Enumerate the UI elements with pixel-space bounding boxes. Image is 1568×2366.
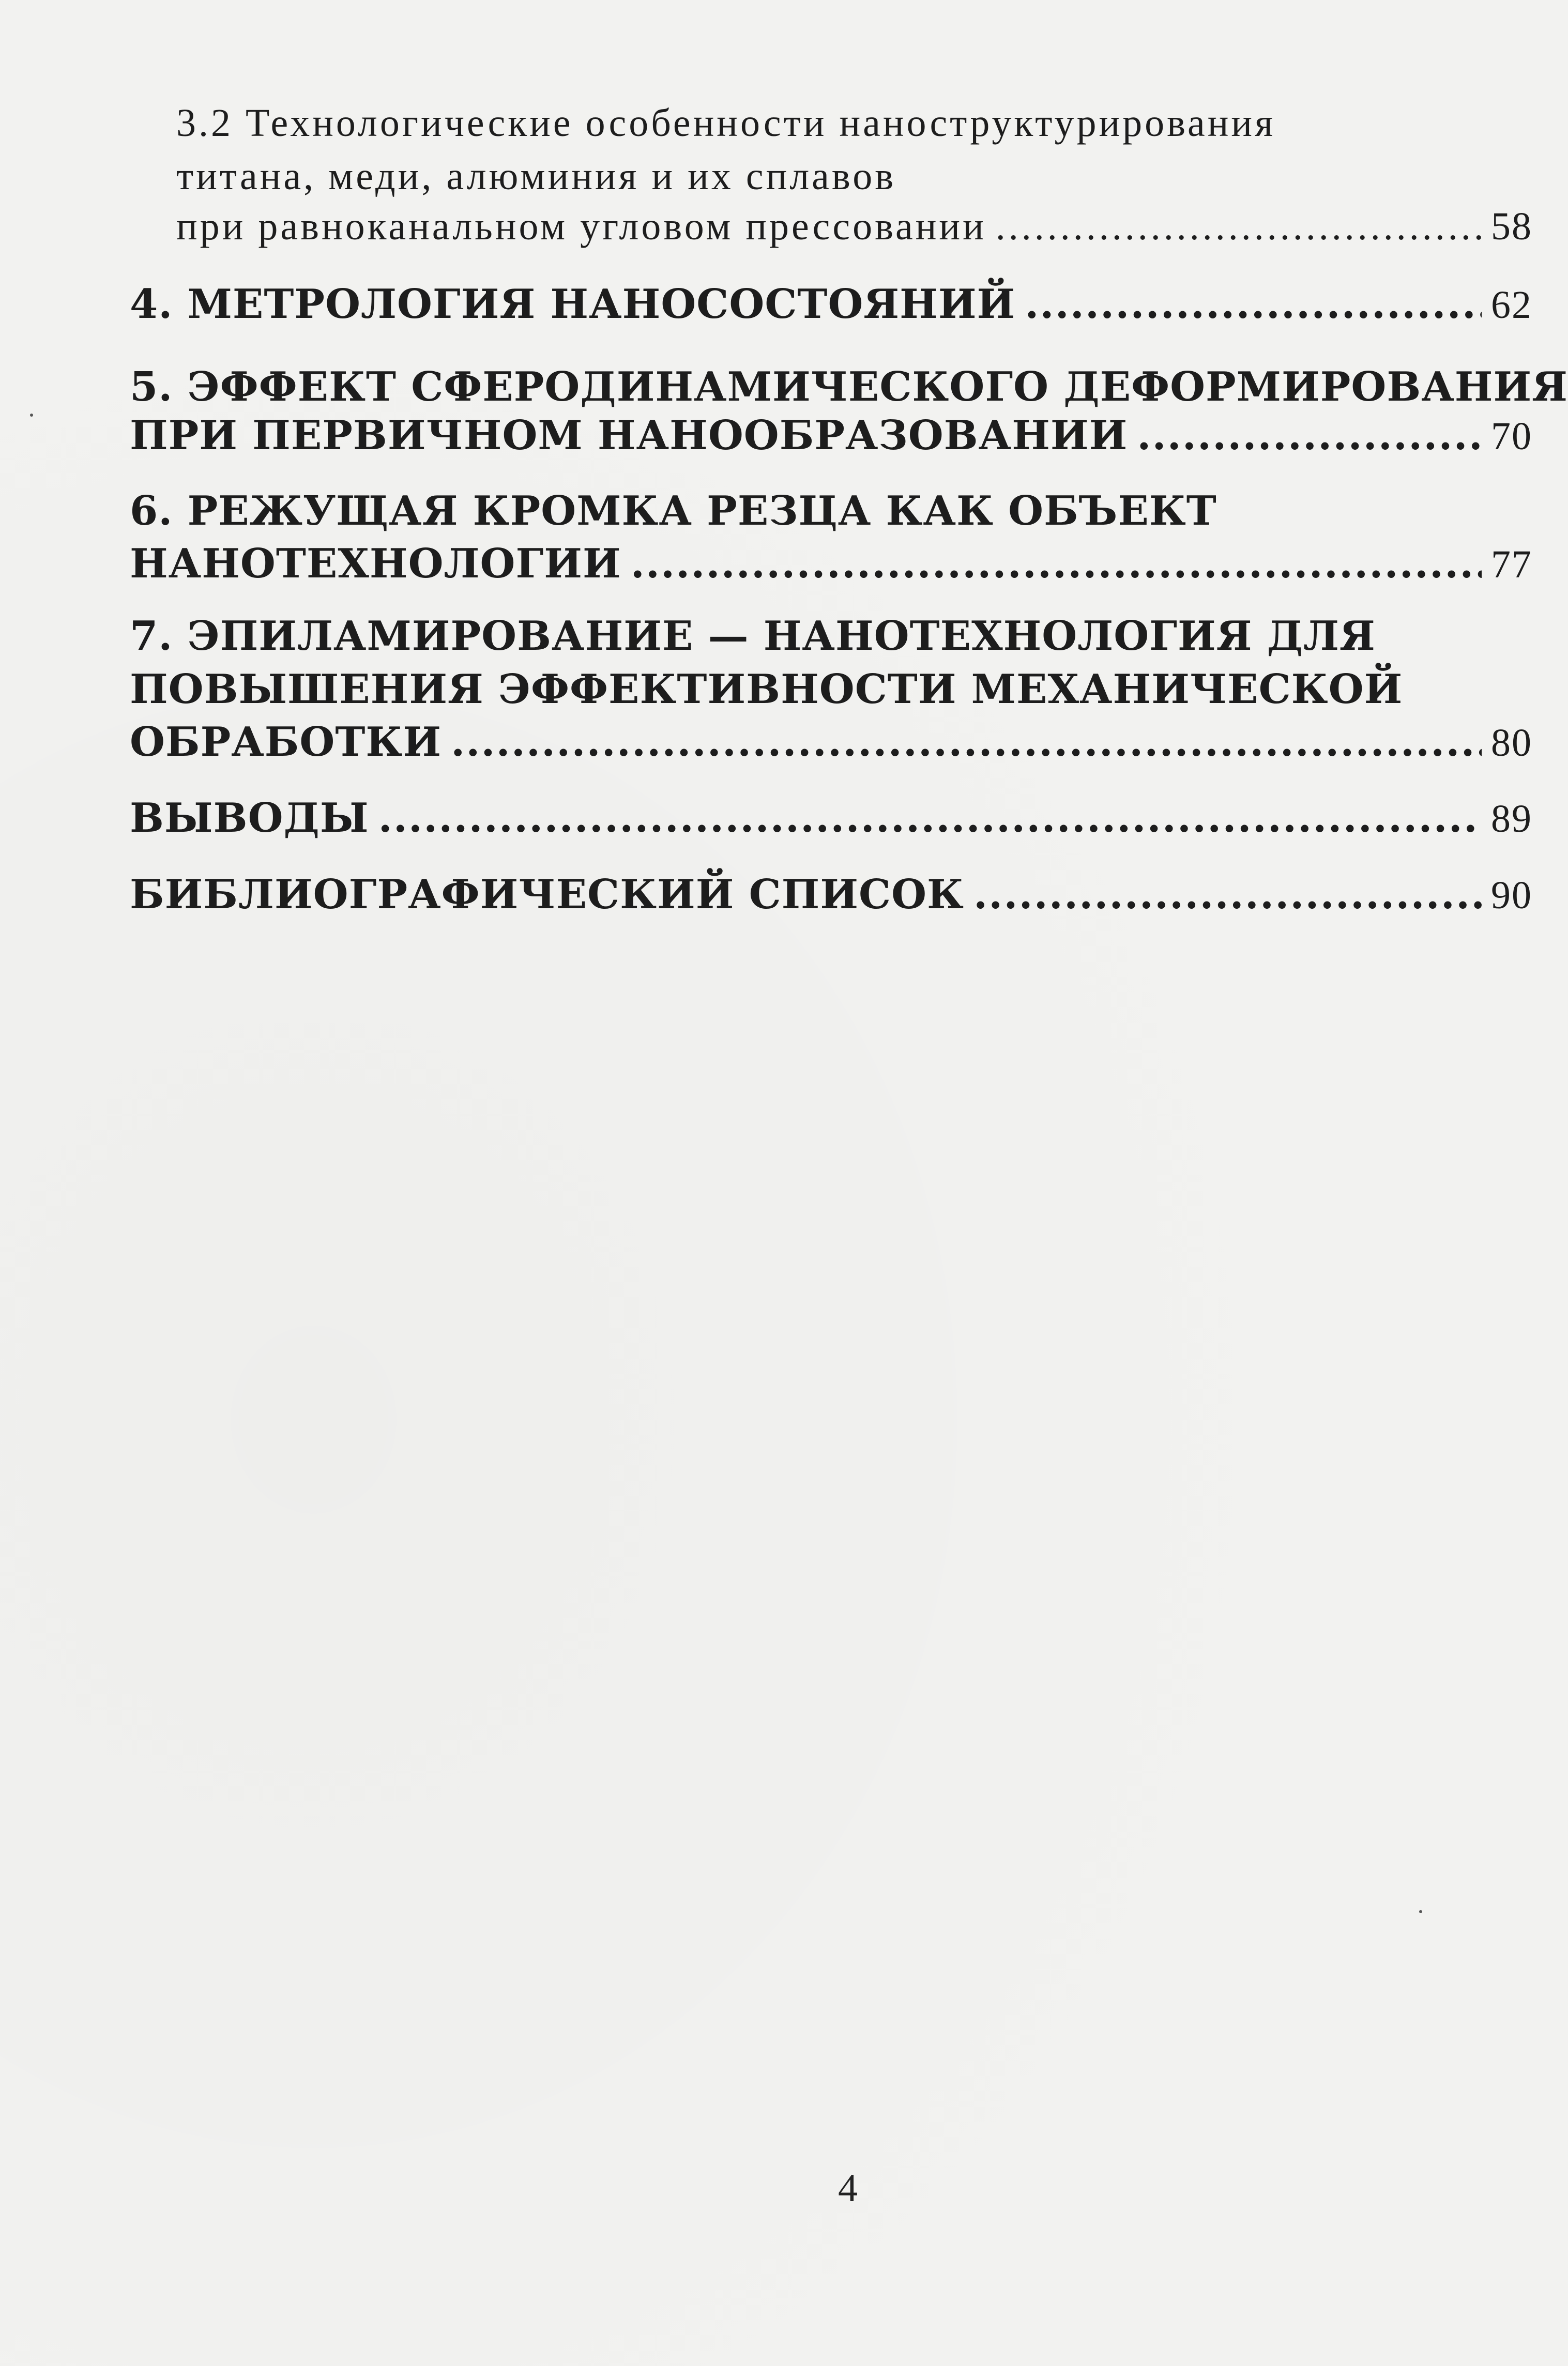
toc-entry-3-2-line-1 — [176, 101, 1275, 146]
dot-leader — [1025, 281, 1482, 328]
dot-leader — [378, 795, 1482, 842]
toc-page-number: 90 — [1491, 874, 1532, 917]
toc-page-number: 80 — [1491, 721, 1532, 765]
paper-speck — [30, 414, 33, 417]
toc-entry-text: ОБРАБОТКИ — [130, 719, 442, 766]
toc-entry-text: при равноканальном угловом прессовании — [176, 205, 986, 248]
toc-page-number: 89 — [1491, 797, 1532, 841]
toc-page-number: 58 — [1491, 205, 1532, 248]
toc-entry-3-2-line-3 — [176, 204, 1532, 249]
toc-entry-bibliography — [130, 871, 1532, 918]
toc-entry-6-line-2 — [130, 540, 1532, 587]
toc-entry-text: титана, меди, алюминия и их сплавов — [176, 155, 896, 198]
paper-speck — [1419, 1910, 1422, 1913]
toc-entry-text: 7. ЭПИЛАМИРОВАНИЕ — НАНОТЕХНОЛОГИЯ ДЛЯ — [130, 613, 1376, 660]
toc-entry-text: 6. РЕЖУЩАЯ КРОМКА РЕЗЦА КАК ОБЪЕКТ — [130, 487, 1217, 535]
toc-entry-3-2-line-2 — [176, 154, 896, 199]
toc-page-number: 70 — [1491, 415, 1532, 458]
toc-entry-text: НАНОТЕХНОЛОГИИ — [130, 540, 621, 587]
toc-entry-text: ВЫВОДЫ — [130, 795, 369, 842]
toc-page-number: 77 — [1491, 543, 1532, 586]
toc-page-number: 62 — [1491, 283, 1532, 327]
toc-entry-text: ПОВЫШЕНИЯ ЭФФЕКТИВНОСТИ МЕХАНИЧЕСКОЙ — [130, 666, 1403, 713]
dot-leader — [996, 204, 1482, 249]
dot-leader — [631, 540, 1482, 587]
dot-leader — [1137, 412, 1482, 459]
toc-entry-text: 5. ЭФФЕКТ СФЕРОДИНАМИЧЕСКОГО ДЕФОРМИРОВАНИЯ — [130, 363, 1568, 410]
dot-leader — [451, 719, 1482, 766]
toc-entry-text: 4. МЕТРОЛОГИЯ НАНОСОСТОЯНИЙ — [130, 281, 1016, 328]
toc-entry-5-line-2 — [130, 412, 1532, 459]
toc-entry-conclusions — [130, 795, 1532, 842]
toc-entry-6-line-1 — [130, 487, 1217, 535]
page-number: 4 — [838, 2166, 858, 2210]
toc-entry-7-line-3 — [130, 719, 1532, 766]
toc-entry-text: 3.2 Технологические особенности наноструктурирования — [176, 101, 1276, 145]
toc-entry-text: ПРИ ПЕРВИЧНОМ НАНООБРАЗОВАНИИ — [130, 412, 1128, 459]
toc-entry-7-line-1 — [130, 613, 1376, 660]
toc-entry-text: БИБЛИОГРАФИЧЕСКИЙ СПИСОК — [130, 871, 965, 918]
dot-leader — [973, 871, 1482, 918]
toc-entry-7-line-2 — [130, 666, 1403, 713]
toc-entry-5-line-1 — [130, 363, 1568, 410]
toc-entry-4 — [130, 281, 1532, 328]
